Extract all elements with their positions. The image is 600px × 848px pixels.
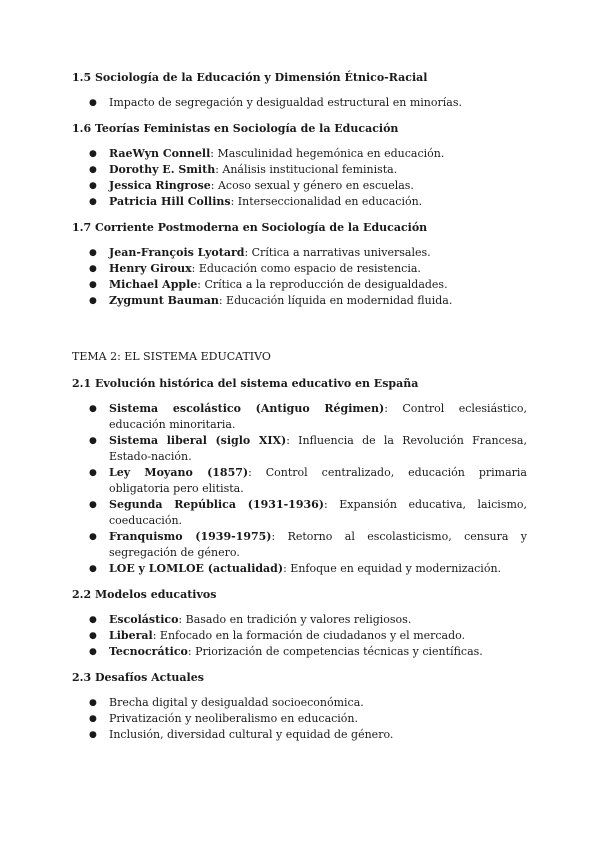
list-item: ● Henry Giroux: Educación como espacio de resistencia. <box>89 262 421 275</box>
bullet-icon: ● <box>89 248 97 258</box>
bullet-icon: ● <box>89 564 97 574</box>
list-item: ● Privatización y neoliberalismo en educación. <box>89 712 359 725</box>
bullet-icon: ● <box>89 647 97 657</box>
list-item: ● Impacto de segregación y desigualdad estructural en minorías. <box>89 96 462 109</box>
bullet-icon: ● <box>89 264 97 274</box>
section-2-3-heading: 2.3 Desafíos Actuales <box>72 671 204 684</box>
list-item: ● Jessica Ringrose: Acoso sexual y género en escuelas. <box>89 179 414 192</box>
section-2-1-list <box>72 401 527 577</box>
section-1-7-list <box>72 245 527 309</box>
section-1-7-heading: 1.7 Corriente Postmoderna en Sociología de la Educación <box>72 221 428 234</box>
list-item: ● Escolástico: Basado en tradición y valores religiosos. <box>89 613 412 626</box>
bullet-icon: ● <box>89 615 97 625</box>
document-content <box>72 70 527 743</box>
section-1-5-list <box>72 95 527 111</box>
list-item: ● Michael Apple: Crítica a la reproducción de desigualdades. <box>89 278 448 291</box>
list-item: ● Zygmunt Bauman: Educación líquida en modernidad fluida. <box>89 294 453 307</box>
list-item: ● RaeWyn Connell: Masculinidad hegemónica en educación. <box>89 147 445 160</box>
list-item: ● Franquismo (1939-1975): Retorno al escolasticismo, censura y segregación de género. <box>89 530 527 559</box>
chapter-title: TEMA 2: EL SISTEMA EDUCATIVO <box>72 350 271 363</box>
list-item: ● Brecha digital y desigualdad socioeconómica. <box>89 696 364 709</box>
section-2-1-heading: 2.1 Evolución histórica del sistema educativo en España <box>72 377 419 390</box>
bullet-icon: ● <box>89 280 97 290</box>
section-2-2-heading: 2.2 Modelos educativos <box>72 588 217 601</box>
list-item: ● Segunda República (1931-1936): Expansión educativa, laicismo, coeducación. <box>89 498 528 527</box>
section-1-6-list <box>72 146 527 210</box>
bullet-icon: ● <box>89 149 97 159</box>
bullet-icon: ● <box>89 714 97 724</box>
bullet-icon: ● <box>89 500 97 510</box>
list-item: ● Dorothy E. Smith: Análisis institucional feminista. <box>89 163 398 176</box>
list-item: ● Patricia Hill Collins: Interseccionalidad en educación. <box>89 195 423 208</box>
bullet-icon: ● <box>89 98 97 108</box>
list-item: ● Sistema liberal (siglo XIX): Influencia de la Revolución Francesa, Estado-nación. <box>89 434 527 463</box>
bullet-icon: ● <box>89 468 97 478</box>
list-item: ● Liberal: Enfocado en la formación de ciudadanos y el mercado. <box>89 629 466 642</box>
bullet-icon: ● <box>89 730 97 740</box>
section-1-6-heading: 1.6 Teorías Feministas en Sociología de la Educación <box>72 122 399 135</box>
list-item: ● Ley Moyano (1857): Control centralizado, educación primaria obligatoria pero elitista. <box>89 466 527 495</box>
section-2-2-list <box>72 612 527 660</box>
section-1-5-heading: 1.5 Sociología de la Educación y Dimensión Étnico-Racial <box>72 71 428 84</box>
bullet-icon: ● <box>89 181 97 191</box>
bullet-icon: ● <box>89 698 97 708</box>
bullet-icon: ● <box>89 197 97 207</box>
bullet-icon: ● <box>89 165 97 175</box>
section-2-3-list <box>72 695 527 743</box>
bullet-icon: ● <box>89 631 97 641</box>
list-item: ● LOE y LOMLOE (actualidad): Enfoque en equidad y modernización. <box>89 562 502 575</box>
list-item: ● Inclusión, diversidad cultural y equidad de género. <box>89 728 394 741</box>
list-item: ● Jean-François Lyotard: Crítica a narrativas universales. <box>89 246 431 259</box>
bullet-icon: ● <box>89 532 97 542</box>
bullet-icon: ● <box>89 436 97 446</box>
list-item: ● Tecnocrático: Priorización de competencias técnicas y científicas. <box>89 645 483 658</box>
list-item: ● Sistema escolástico (Antiguo Régimen): Control eclesiástico, educación minoritaria. <box>89 402 527 431</box>
bullet-icon: ● <box>89 296 97 306</box>
bullet-icon: ● <box>89 404 97 414</box>
